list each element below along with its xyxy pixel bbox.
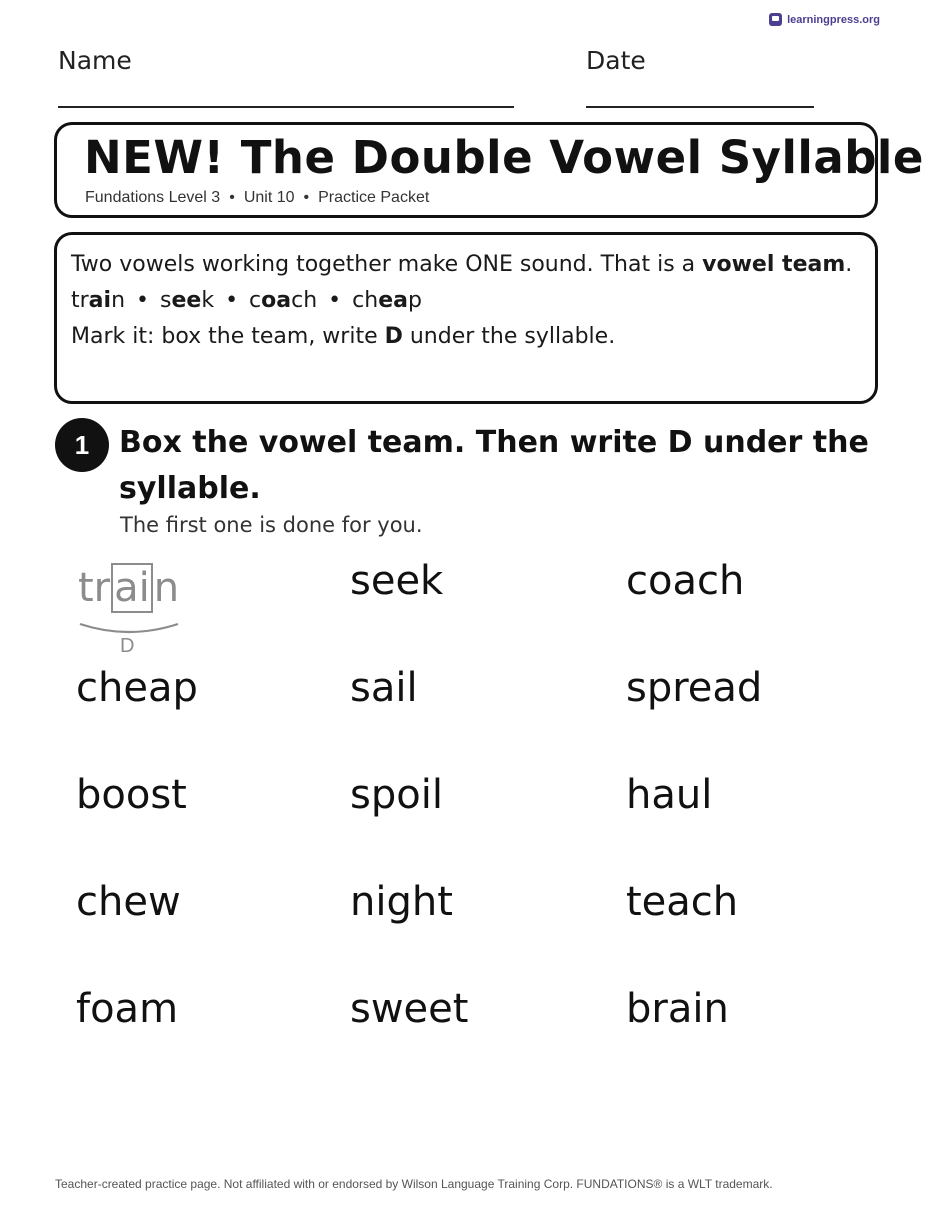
subtitle-level: Fundations Level 3 — [85, 189, 221, 206]
vowel-team-info-box — [54, 232, 878, 404]
brand-text: learningpress.org — [787, 13, 880, 26]
example-word: coach — [249, 288, 318, 313]
example-separator: • — [136, 288, 149, 313]
info-text: Mark it: box the team, write — [71, 324, 385, 349]
name-line — [58, 106, 514, 108]
practice-word[interactable]: boost — [76, 772, 187, 818]
practice-word[interactable]: cheap — [76, 665, 198, 711]
example-answer-word: tr ai n — [78, 565, 180, 611]
info-bold-term: vowel team — [702, 252, 846, 277]
practice-word[interactable]: brain — [626, 986, 729, 1032]
info-text: . — [845, 252, 853, 277]
info-text: under the syllable. — [402, 324, 616, 349]
practice-word[interactable]: spread — [626, 665, 763, 711]
practice-word[interactable]: spoil — [350, 772, 443, 818]
info-bold-letter: D — [384, 324, 403, 349]
example-separator: • — [225, 288, 239, 313]
title-box — [54, 122, 924, 218]
info-text: Two vowels working together make ONE sound. That is a — [71, 252, 703, 277]
practice-word[interactable]: coach — [626, 558, 745, 604]
subtitle — [85, 189, 429, 207]
example-word: seek — [160, 288, 215, 313]
practice-word[interactable]: teach — [626, 879, 739, 925]
subtitle-unit: Unit 10 — [243, 189, 295, 206]
practice-word[interactable]: foam — [76, 986, 179, 1032]
subtitle-separator: • — [303, 189, 310, 206]
date-line — [586, 106, 814, 108]
vowel-team-box: ai — [111, 563, 153, 613]
example-word: train — [71, 288, 126, 313]
practice-word[interactable]: chew — [76, 879, 181, 925]
date-label: Date — [586, 46, 646, 75]
practice-word[interactable]: sail — [350, 665, 418, 711]
practice-word[interactable]: sweet — [350, 986, 469, 1032]
subtitle-separator: • — [229, 189, 235, 206]
subtitle-packet: Practice Packet — [318, 189, 430, 206]
practice-word[interactable]: seek — [350, 558, 444, 604]
practice-word[interactable]: haul — [626, 772, 713, 818]
info-examples — [71, 283, 861, 319]
info-definition — [71, 247, 861, 283]
name-label: Name — [58, 46, 132, 75]
example-separator: • — [328, 288, 342, 313]
practice-word[interactable]: night — [350, 879, 453, 925]
brand-link[interactable] — [769, 13, 880, 26]
footer-disclaimer: Teacher-created practice page. Not affiliated with or endorsed by Wilson Language Training Corp. FUNDATIONS® is a WLT trademark. — [55, 1177, 773, 1191]
info-instruction — [71, 319, 861, 355]
book-icon — [769, 13, 782, 26]
syllable-type-mark: D — [120, 635, 135, 657]
exercise-instruction: Box the vowel team. Then write D under the syllable. — [119, 425, 869, 506]
page-title: NEW! The Double Vowel Syllable — [84, 131, 924, 184]
exercise-number-badge: 1 — [55, 418, 109, 472]
exercise-note: The first one is done for you. — [120, 513, 423, 537]
example-word: cheap — [352, 288, 422, 313]
